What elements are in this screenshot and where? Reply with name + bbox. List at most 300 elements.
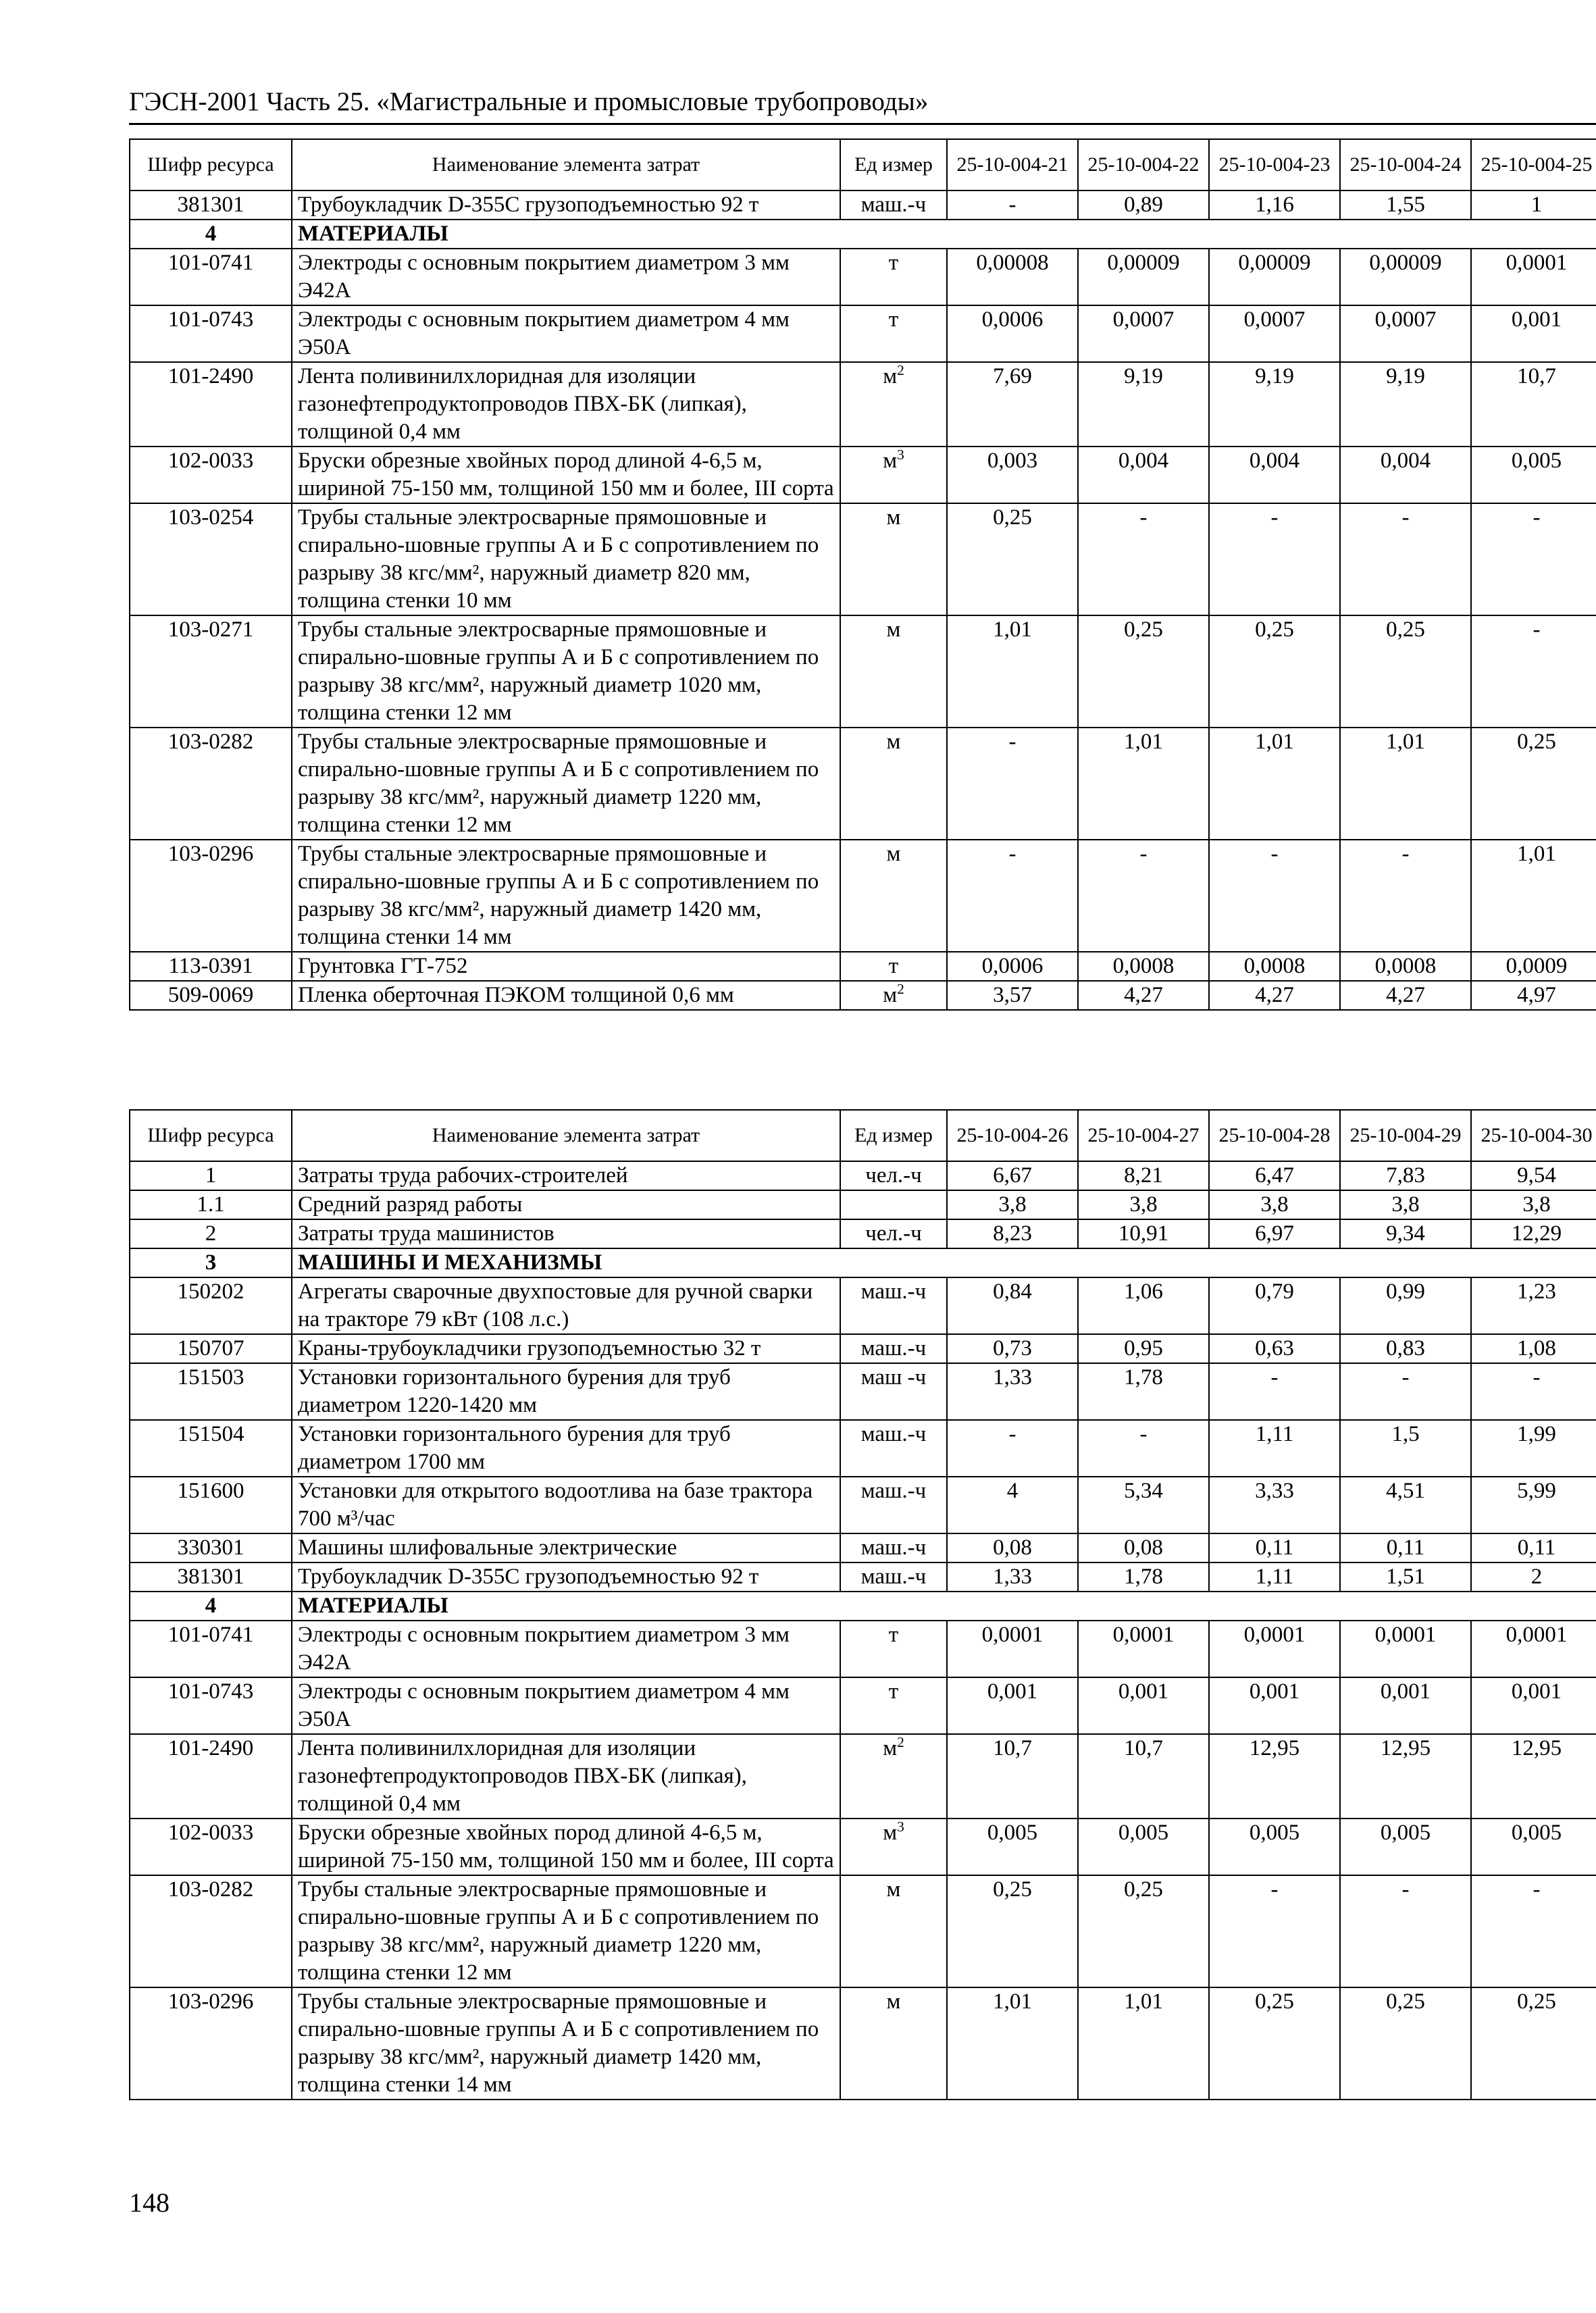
unit-text: м <box>886 617 901 642</box>
table-row <box>130 1277 1596 1334</box>
norm-value: 10,91 <box>1078 1219 1209 1248</box>
unit-text: м <box>883 983 898 1007</box>
table-row <box>130 1334 1596 1363</box>
norm-value: 0,001 <box>1078 1677 1209 1734</box>
table-row <box>130 249 1596 305</box>
unit-exponent: 3 <box>897 1819 904 1835</box>
table-row <box>130 615 1596 728</box>
norm-value: 0,89 <box>1078 190 1209 220</box>
norm-value: 0,001 <box>1340 1677 1471 1734</box>
norm-value: 4 <box>947 1477 1078 1533</box>
unit-cell <box>840 1477 947 1533</box>
section-row <box>130 1248 1596 1277</box>
norm-value: 0,0001 <box>1471 249 1596 305</box>
unit-cell <box>840 1190 947 1219</box>
norm-value: 0,005 <box>1340 1819 1471 1875</box>
norm-value: 0,004 <box>1340 447 1471 503</box>
unit-cell <box>840 981 947 1010</box>
resource-code: 381301 <box>130 1562 292 1592</box>
norm-value: 12,29 <box>1471 1219 1596 1248</box>
resource-code: 151504 <box>130 1420 292 1477</box>
norm-value: 12,95 <box>1471 1734 1596 1819</box>
unit-cell <box>840 249 947 305</box>
resource-code: 101-0741 <box>130 249 292 305</box>
norm-value: - <box>1471 1875 1596 1987</box>
norm-value: 0,0008 <box>1209 952 1340 981</box>
unit-exponent: 2 <box>897 1734 904 1750</box>
norm-value: 3,8 <box>1340 1190 1471 1219</box>
norm-value: 1,33 <box>947 1562 1078 1592</box>
norm-value: - <box>1471 615 1596 728</box>
norm-value: 0,25 <box>1078 615 1209 728</box>
norm-value: 2 <box>1471 1562 1596 1592</box>
unit-text: м <box>883 449 898 473</box>
norm-value: 0,003 <box>947 447 1078 503</box>
resource-name: Краны-трубоукладчики грузоподъемностью 32 т <box>292 1334 840 1363</box>
norm-value: - <box>1209 503 1340 615</box>
norm-value: 0,0001 <box>1471 1621 1596 1677</box>
norm-value: - <box>947 190 1078 220</box>
norm-value: 0,0001 <box>1340 1621 1471 1677</box>
page-number: 148 <box>129 2187 170 2218</box>
table-row <box>130 1477 1596 1533</box>
resource-name: Электроды с основным покрытием диаметром 3 мм Э42А <box>292 1621 840 1677</box>
resource-code: 381301 <box>130 190 292 220</box>
norm-value: - <box>1471 503 1596 615</box>
unit-text: м <box>886 1877 901 1902</box>
resource-name: Трубы стальные электросварные прямошовные и спирально-шовные группы А и Б с сопротивлением по разрыву 38 кгс/мм², наружный диаметр 1220 мм, толщина стенки 12 мм <box>292 728 840 840</box>
norm-value: 9,54 <box>1471 1161 1596 1190</box>
resource-name: Лента поливинилхлоридная для изоляции газонефтепродуктопроводов ПВХ-БК (липкая), толщиной 0,4 мм <box>292 362 840 447</box>
norm-value: 0,0001 <box>947 1621 1078 1677</box>
norm-value: 0,0006 <box>947 952 1078 981</box>
norm-value: 8,21 <box>1078 1161 1209 1190</box>
norm-value: 0,73 <box>947 1334 1078 1363</box>
norm-value: 0,79 <box>1209 1277 1340 1334</box>
norm-value: 3,8 <box>1209 1190 1340 1219</box>
norm-value: - <box>1340 1363 1471 1420</box>
unit-cell <box>840 1277 947 1334</box>
norm-value: - <box>1340 840 1471 952</box>
norm-value: 1,55 <box>1340 190 1471 220</box>
norm-value: - <box>1209 1875 1340 1987</box>
section-title: МАТЕРИАЛЫ <box>292 220 1596 249</box>
unit-cell <box>840 840 947 952</box>
norm-value: 0,005 <box>1471 447 1596 503</box>
norm-value: 1,33 <box>947 1363 1078 1420</box>
col-header-name: Наименование элемента затрат <box>292 1110 840 1161</box>
resource-name: Бруски обрезные хвойных пород длиной 4-6,5 м, шириной 75-150 мм, толщиной 150 мм и более, III сорта <box>292 1819 840 1875</box>
resource-name: Грунтовка ГТ-752 <box>292 952 840 981</box>
resource-name: Пленка оберточная ПЭКОМ толщиной 0,6 мм <box>292 981 840 1010</box>
norm-value: 1,01 <box>1078 728 1209 840</box>
resource-code: 103-0271 <box>130 615 292 728</box>
col-header-norm: 25-10-004-27 <box>1078 1110 1209 1161</box>
norm-value: - <box>947 728 1078 840</box>
unit-cell <box>840 1161 947 1190</box>
norm-value: 0,005 <box>1078 1819 1209 1875</box>
unit-text: т <box>888 1679 899 1704</box>
norm-value: 0,0008 <box>1078 952 1209 981</box>
unit-cell <box>840 1334 947 1363</box>
unit-text: т <box>888 251 899 275</box>
unit-exponent: 3 <box>897 447 904 463</box>
unit-cell <box>840 503 947 615</box>
norm-value: 1,23 <box>1471 1277 1596 1334</box>
col-header-norm: 25-10-004-28 <box>1209 1110 1340 1161</box>
norm-value: 10,7 <box>947 1734 1078 1819</box>
resource-name: Бруски обрезные хвойных пород длиной 4-6,5 м, шириной 75-150 мм, толщиной 150 мм и более, III сорта <box>292 447 840 503</box>
norm-value: 0,0009 <box>1471 952 1596 981</box>
norm-value: 1,01 <box>947 615 1078 728</box>
norm-value: 3,57 <box>947 981 1078 1010</box>
section-title: МАШИНЫ И МЕХАНИЗМЫ <box>292 1248 1596 1277</box>
col-header-norm: 25-10-004-26 <box>947 1110 1078 1161</box>
norm-value: 4,51 <box>1340 1477 1471 1533</box>
norm-value: 0,004 <box>1209 447 1340 503</box>
norm-value: 1,08 <box>1471 1334 1596 1363</box>
unit-cell <box>840 1875 947 1987</box>
resource-name: Затраты труда машинистов <box>292 1219 840 1248</box>
norm-value: 9,34 <box>1340 1219 1471 1248</box>
norm-value: 5,99 <box>1471 1477 1596 1533</box>
resource-name: Трубы стальные электросварные прямошовные и спирально-шовные группы А и Б с сопротивлением по разрыву 38 кгс/мм², наружный диаметр 1020 мм, толщина стенки 12 мм <box>292 615 840 728</box>
norm-value: - <box>1340 503 1471 615</box>
resource-code: 103-0296 <box>130 840 292 952</box>
table-row <box>130 1987 1596 2100</box>
norm-value: 1,01 <box>947 1987 1078 2100</box>
col-header-norm: 25-10-004-22 <box>1078 139 1209 190</box>
norm-value: 3,33 <box>1209 1477 1340 1533</box>
norm-value: 0,00008 <box>947 249 1078 305</box>
unit-cell <box>840 1562 947 1592</box>
unit-cell <box>840 447 947 503</box>
page-header: ГЭСН-2001 Часть 25. «Магистральные и промысловые трубопроводы» <box>129 87 929 116</box>
resource-name: Средний разряд работы <box>292 1190 840 1219</box>
norm-value: 0,84 <box>947 1277 1078 1334</box>
norm-value: 1 <box>1471 190 1596 220</box>
norm-value: 0,001 <box>1471 1677 1596 1734</box>
unit-text: маш.-ч <box>860 193 927 217</box>
unit-text: маш.-ч <box>860 1565 927 1589</box>
norm-value: 0,005 <box>947 1819 1078 1875</box>
norm-value: 0,25 <box>1209 615 1340 728</box>
resource-code: 330301 <box>130 1533 292 1562</box>
table-header-row <box>130 139 1596 190</box>
norm-value: 1,01 <box>1340 728 1471 840</box>
norm-value: 3,8 <box>1078 1190 1209 1219</box>
section-code: 3 <box>130 1248 292 1277</box>
unit-text: м <box>883 1821 898 1845</box>
resource-name: Трубы стальные электросварные прямошовные и спирально-шовные группы А и Б с сопротивлением по разрыву 38 кгс/мм², наружный диаметр 1420 мм, толщина стенки 14 мм <box>292 1987 840 2100</box>
table-row <box>130 190 1596 220</box>
resource-name: Установки горизонтального бурения для труб диаметром 1220-1420 мм <box>292 1363 840 1420</box>
col-header-name: Наименование элемента затрат <box>292 139 840 190</box>
unit-exponent: 2 <box>897 981 904 997</box>
norm-table-1 <box>129 138 1596 1011</box>
unit-cell <box>840 952 947 981</box>
norm-value: 1,51 <box>1340 1562 1471 1592</box>
norm-value: 0,11 <box>1340 1533 1471 1562</box>
section-row <box>130 1592 1596 1621</box>
resource-name: Электроды с основным покрытием диаметром 3 мм Э42А <box>292 249 840 305</box>
norm-value: 12,95 <box>1209 1734 1340 1819</box>
resource-code: 150202 <box>130 1277 292 1334</box>
unit-text: маш -ч <box>860 1365 927 1390</box>
unit-text: т <box>888 307 899 332</box>
resource-code: 103-0254 <box>130 503 292 615</box>
section-title: МАТЕРИАЛЫ <box>292 1592 1596 1621</box>
norm-value: 0,0008 <box>1340 952 1471 981</box>
table-header-row <box>130 1110 1596 1161</box>
unit-cell <box>840 1363 947 1420</box>
resource-code: 1 <box>130 1161 292 1190</box>
unit-text: м <box>886 505 901 530</box>
norm-value: 1,01 <box>1078 1987 1209 2100</box>
table-row <box>130 1363 1596 1420</box>
unit-text: чел.-ч <box>865 1163 922 1188</box>
table-row <box>130 1420 1596 1477</box>
unit-text: м <box>883 364 898 388</box>
norm-value: 0,001 <box>1209 1677 1340 1734</box>
col-header-norm: 25-10-004-25 <box>1471 139 1596 190</box>
unit-exponent: 2 <box>897 362 904 378</box>
unit-text: маш.-ч <box>860 1279 927 1304</box>
resource-name: Электроды с основным покрытием диаметром 4 мм Э50А <box>292 305 840 362</box>
norm-value: 0,005 <box>1209 1819 1340 1875</box>
norm-value: 0,63 <box>1209 1334 1340 1363</box>
resource-name: Трубы стальные электросварные прямошовные и спирально-шовные группы А и Б с сопротивлением по разрыву 38 кгс/мм², наружный диаметр 820 мм, толщина стенки 10 мм <box>292 503 840 615</box>
norm-value: 0,0006 <box>947 305 1078 362</box>
resource-code: 103-0296 <box>130 1987 292 2100</box>
norm-value: - <box>947 1420 1078 1477</box>
resource-name: Электроды с основным покрытием диаметром 4 мм Э50А <box>292 1677 840 1734</box>
col-header-unit: Ед измер <box>840 1110 947 1161</box>
norm-value: 0,25 <box>1471 1987 1596 2100</box>
resource-name: Машины шлифовальные электрические <box>292 1533 840 1562</box>
norm-value: 0,00009 <box>1340 249 1471 305</box>
norm-value: 8,23 <box>947 1219 1078 1248</box>
unit-cell <box>840 305 947 362</box>
section-code: 4 <box>130 1592 292 1621</box>
table-body <box>130 190 1596 1010</box>
norm-value: 9,19 <box>1340 362 1471 447</box>
unit-text: т <box>888 954 899 978</box>
resource-name: Трубоукладчик D-355С грузоподъемностью 92 т <box>292 1562 840 1592</box>
unit-text: м <box>886 842 901 866</box>
norm-value: 10,7 <box>1471 362 1596 447</box>
resource-name: Затраты труда рабочих-строителей <box>292 1161 840 1190</box>
table-row <box>130 503 1596 615</box>
table-row <box>130 447 1596 503</box>
unit-cell <box>840 1533 947 1562</box>
norm-value: 0,0001 <box>1078 1621 1209 1677</box>
norm-value: 0,08 <box>947 1533 1078 1562</box>
table-row <box>130 1219 1596 1248</box>
norm-value: 1,01 <box>1471 840 1596 952</box>
norm-value: 6,67 <box>947 1161 1078 1190</box>
norm-value: 4,27 <box>1209 981 1340 1010</box>
resource-code: 103-0282 <box>130 728 292 840</box>
resource-code: 102-0033 <box>130 1819 292 1875</box>
norm-value: 0,001 <box>1471 305 1596 362</box>
resource-code: 103-0282 <box>130 1875 292 1987</box>
resource-code: 151503 <box>130 1363 292 1420</box>
norm-value: 0,25 <box>1209 1987 1340 2100</box>
resource-name: Лента поливинилхлоридная для изоляции газонефтепродуктопроводов ПВХ-БК (липкая), толщиной 0,4 мм <box>292 1734 840 1819</box>
header-rule <box>129 123 1596 125</box>
norm-value: 0,99 <box>1340 1277 1471 1334</box>
resource-code: 101-0743 <box>130 305 292 362</box>
norm-value: 1,78 <box>1078 1363 1209 1420</box>
norm-value: 0,0007 <box>1340 305 1471 362</box>
resource-code: 102-0033 <box>130 447 292 503</box>
unit-cell <box>840 362 947 447</box>
norm-value: 1,78 <box>1078 1562 1209 1592</box>
resource-code: 150707 <box>130 1334 292 1363</box>
resource-code: 2 <box>130 1219 292 1248</box>
unit-text: маш.-ч <box>860 1336 927 1361</box>
norm-value: 0,25 <box>1340 1987 1471 2100</box>
norm-value: - <box>1340 1875 1471 1987</box>
col-header-code: Шифр ресурса <box>130 1110 292 1161</box>
norm-value: - <box>1078 1420 1209 1477</box>
norm-value: 0,08 <box>1078 1533 1209 1562</box>
table-row <box>130 362 1596 447</box>
col-header-norm: 25-10-004-30 <box>1471 1110 1596 1161</box>
norm-value: 0,004 <box>1078 447 1209 503</box>
norm-value: 4,97 <box>1471 981 1596 1010</box>
resource-name: Трубоукладчик D-355С грузоподъемностью 92 т <box>292 190 840 220</box>
norm-value: 1,5 <box>1340 1420 1471 1477</box>
resource-code: 1.1 <box>130 1190 292 1219</box>
norm-value: 1,16 <box>1209 190 1340 220</box>
norm-value: 0,11 <box>1471 1533 1596 1562</box>
resource-name: Установки горизонтального бурения для труб диаметром 1700 мм <box>292 1420 840 1477</box>
unit-text: чел.-ч <box>865 1221 922 1246</box>
norm-value: - <box>1209 1363 1340 1420</box>
norm-value: 0,25 <box>1471 728 1596 840</box>
norm-value: 7,69 <box>947 362 1078 447</box>
unit-cell <box>840 1219 947 1248</box>
resource-name: Трубы стальные электросварные прямошовные и спирально-шовные группы А и Б с сопротивлением по разрыву 38 кгс/мм², наружный диаметр 1420 мм, толщина стенки 14 мм <box>292 840 840 952</box>
resource-code: 113-0391 <box>130 952 292 981</box>
norm-value: 10,7 <box>1078 1734 1209 1819</box>
col-header-norm: 25-10-004-21 <box>947 139 1078 190</box>
resource-code: 101-0741 <box>130 1621 292 1677</box>
unit-text: маш.-ч <box>860 1422 927 1446</box>
col-header-norm: 25-10-004-24 <box>1340 139 1471 190</box>
table-row <box>130 1190 1596 1219</box>
resource-code: 101-2490 <box>130 1734 292 1819</box>
table-row <box>130 305 1596 362</box>
unit-text: т <box>888 1623 899 1647</box>
norm-value: 1,11 <box>1209 1420 1340 1477</box>
resource-name: Агрегаты сварочные двухпостовые для ручной сварки на тракторе 79 кВт (108 л.с.) <box>292 1277 840 1334</box>
unit-cell <box>840 1819 947 1875</box>
norm-table-2 <box>129 1109 1596 2100</box>
table-row <box>130 1533 1596 1562</box>
table-row <box>130 1621 1596 1677</box>
norm-value: 1,01 <box>1209 728 1340 840</box>
section-row <box>130 220 1596 249</box>
norm-value: - <box>1078 503 1209 615</box>
norm-value: 9,19 <box>1078 362 1209 447</box>
unit-cell <box>840 1621 947 1677</box>
norm-value: 0,001 <box>947 1677 1078 1734</box>
norm-value: 7,83 <box>1340 1161 1471 1190</box>
norm-value: 0,25 <box>1078 1875 1209 1987</box>
norm-value: 0,95 <box>1078 1334 1209 1363</box>
norm-value: 0,25 <box>947 503 1078 615</box>
unit-cell <box>840 190 947 220</box>
norm-value: 3,8 <box>947 1190 1078 1219</box>
resource-code: 509-0069 <box>130 981 292 1010</box>
norm-value: 6,97 <box>1209 1219 1340 1248</box>
norm-value: 0,11 <box>1209 1533 1340 1562</box>
norm-value: 0,25 <box>947 1875 1078 1987</box>
norm-value: 6,47 <box>1209 1161 1340 1190</box>
table-row <box>130 1161 1596 1190</box>
norm-value: 1,06 <box>1078 1277 1209 1334</box>
norm-value: 0,83 <box>1340 1334 1471 1363</box>
unit-cell <box>840 728 947 840</box>
norm-value: - <box>947 840 1078 952</box>
unit-cell <box>840 1734 947 1819</box>
norm-value: 1,11 <box>1209 1562 1340 1592</box>
norm-value: 3,8 <box>1471 1190 1596 1219</box>
unit-text: м <box>886 730 901 754</box>
resource-name: Установки для открытого водоотлива на базе трактора 700 м³/час <box>292 1477 840 1533</box>
norm-value: - <box>1471 1363 1596 1420</box>
resource-code: 101-0743 <box>130 1677 292 1734</box>
resource-code: 151600 <box>130 1477 292 1533</box>
norm-value: 0,0007 <box>1209 305 1340 362</box>
table-row <box>130 728 1596 840</box>
norm-value: 12,95 <box>1340 1734 1471 1819</box>
norm-value: 4,27 <box>1340 981 1471 1010</box>
table-row <box>130 1562 1596 1592</box>
table-row <box>130 952 1596 981</box>
unit-cell <box>840 615 947 728</box>
col-header-norm: 25-10-004-23 <box>1209 139 1340 190</box>
norm-value: 0,0007 <box>1078 305 1209 362</box>
unit-cell <box>840 1420 947 1477</box>
norm-value: 0,25 <box>1340 615 1471 728</box>
table-row <box>130 981 1596 1010</box>
norm-value: 9,19 <box>1209 362 1340 447</box>
table-row <box>130 840 1596 952</box>
unit-cell <box>840 1987 947 2100</box>
table-row <box>130 1734 1596 1819</box>
unit-text: маш.-ч <box>860 1535 927 1560</box>
table-body <box>130 1161 1596 2100</box>
unit-text: м <box>883 1736 898 1760</box>
col-header-norm: 25-10-004-29 <box>1340 1110 1471 1161</box>
unit-text: маш.-ч <box>860 1479 927 1503</box>
norm-value: 4,27 <box>1078 981 1209 1010</box>
table-row <box>130 1677 1596 1734</box>
norm-value: 0,00009 <box>1209 249 1340 305</box>
table-row <box>130 1819 1596 1875</box>
resource-name: Трубы стальные электросварные прямошовные и спирально-шовные группы А и Б с сопротивлением по разрыву 38 кгс/мм², наружный диаметр 1220 мм, толщина стенки 12 мм <box>292 1875 840 1987</box>
table-row <box>130 1875 1596 1987</box>
norm-value: - <box>1078 840 1209 952</box>
norm-value: - <box>1209 840 1340 952</box>
unit-text: м <box>886 1989 901 2014</box>
norm-value: 0,005 <box>1471 1819 1596 1875</box>
norm-value: 1,99 <box>1471 1420 1596 1477</box>
